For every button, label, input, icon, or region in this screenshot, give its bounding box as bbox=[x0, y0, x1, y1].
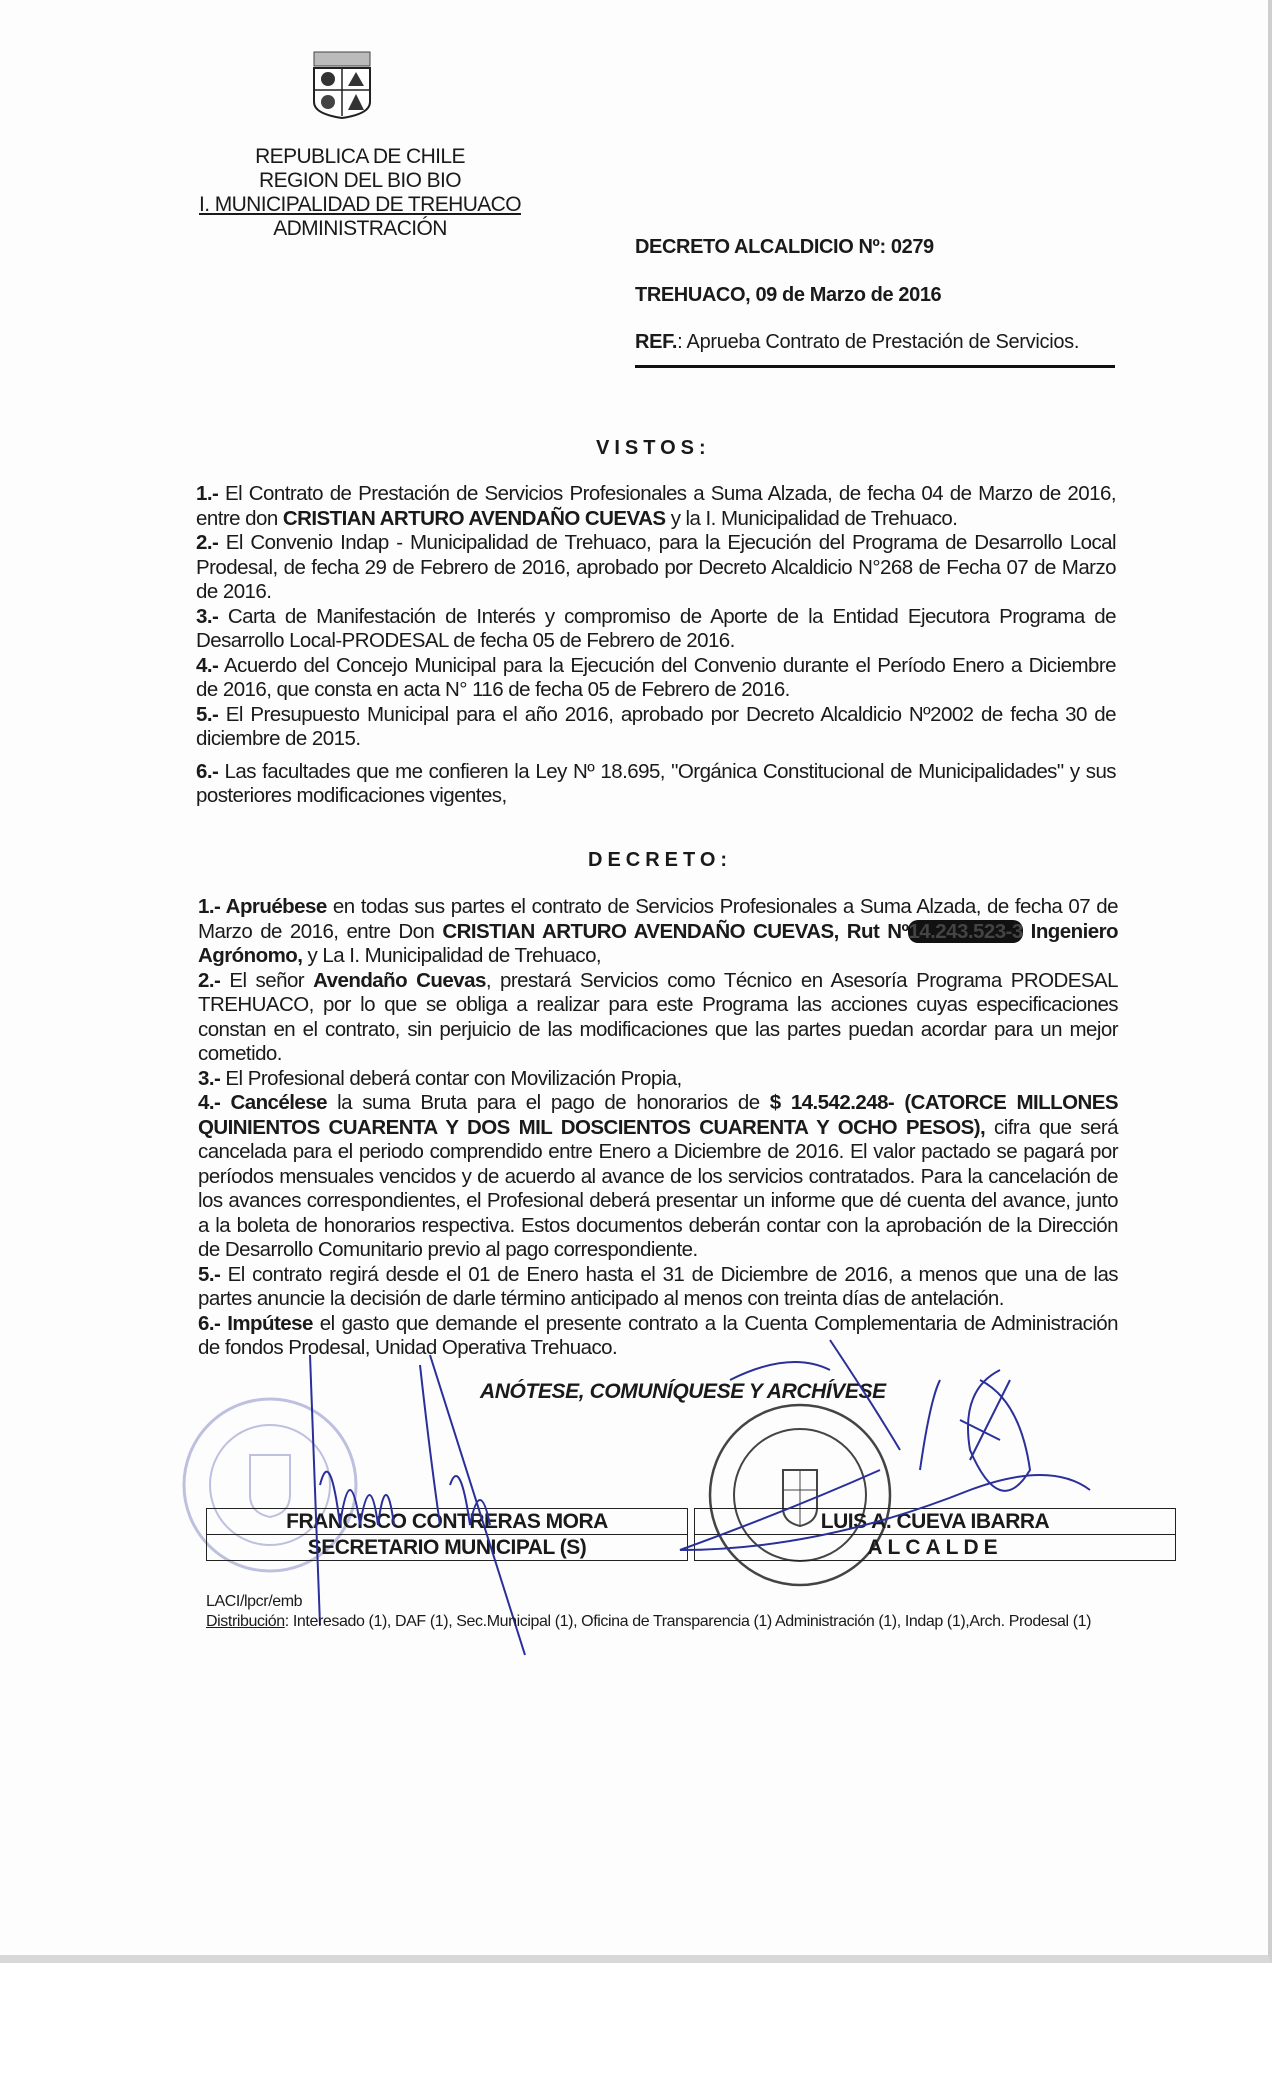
document-footer bbox=[206, 1592, 1126, 1632]
mayor-name: LUIS A. CUEVA IBARRA bbox=[820, 1510, 1050, 1533]
issuer-header bbox=[150, 145, 570, 241]
vistos-item: 6.- Las facultades que me confieren la Ley Nº 18.695, "Orgánica Constitucional de Municipalidades" y sus posteriores modificaciones vigentes, bbox=[196, 759, 1116, 807]
decree-reference bbox=[635, 330, 1115, 368]
decreto-item-6: 6.- Impútese el gasto que demande el presente contrato a la Cuenta Complementaria de Administración de fondos Prodesal, Unidad Operativa Trehuaco. bbox=[198, 1311, 1118, 1359]
mayor-role: ALCALDE bbox=[695, 1534, 1175, 1560]
header-department: ADMINISTRACIÓN bbox=[273, 217, 447, 240]
vistos-list bbox=[196, 482, 1116, 809]
vistos-item: 5.- El Presupuesto Municipal para el año 2016, aprobado por Decreto Alcaldicio Nº2002 de fecha 30 de diciembre de 2015. bbox=[196, 702, 1116, 750]
decree-number: DECRETO ALCALDICIO Nº: 0279 bbox=[635, 236, 934, 258]
closing-formula: ANÓTESE, COMUNÍQUESE Y ARCHÍVESE bbox=[480, 1380, 886, 1403]
vistos-item: 2.- El Convenio Indap - Municipalidad de Trehuaco, para la Ejecución del Programa de Desarrollo Local Prodesal, de fecha 29 de Febrero de 2016, aprobado por Decreto Alcaldicio N°268 de Fecha 07 de Marzo de 2016. bbox=[196, 531, 1116, 603]
decreto-item-4: 4.- Cancélese la suma Bruta para el pago de honorarios de $ 14.542.248- (CATORCE MILLONES QUINIENTOS CUARENTA Y DOS MIL DOSCIENTOS CUARENTA Y OCHO PESOS), cifra que será cancelada para el periodo comprendido entre Enero a Diciembre de 2016. El valor pactado se pagará por períodos mensuales vencidos y de acuerdo al avance de los servicios contratados. Para la cancelación de los avances correspondientes, el Profesional deberá presentar un informe que dé cuenta del avance, junto a la boleta de honorarios respectiva. Estos documentos deberán contar con la aprobación de la Dirección de Desarrollo Comunitario previo al pago correspondiente. bbox=[198, 1091, 1118, 1261]
decree-place-date: TREHUACO, 09 de Marzo de 2016 bbox=[635, 284, 942, 306]
secretary-name: FRANCISCO CONTRERAS MORA bbox=[286, 1510, 608, 1533]
vistos-title: VISTOS: bbox=[596, 437, 711, 459]
vistos-item: 1.- El Contrato de Prestación de Servicios Profesionales a Suma Alzada, de fecha 04 de Marzo de 2016, entre don CRISTIAN ARTURO AVENDAÑO CUEVAS y la I. Municipalidad de Trehuaco. bbox=[196, 482, 1116, 530]
header-municipality: I. MUNICIPALIDAD DE TREHUACO bbox=[199, 193, 521, 216]
decreto-item-1: 1.- Apruébese en todas sus partes el contrato de Servicios Profesionales a Suma Alzada, de fecha 07 de Marzo de 2016, entre Don CRISTIAN ARTURO AVENDAÑO CUEVAS, Rut Nº14.243.523-3 Ingeniero Agrónomo, y La I. Municipalidad de Trehuaco, bbox=[198, 895, 1119, 967]
header-country: REPUBLICA DE CHILE bbox=[255, 145, 465, 168]
decreto-item-3: 3.- El Profesional deberá contar con Movilización Propia, bbox=[198, 1066, 682, 1090]
ref-label: REF. bbox=[635, 331, 678, 353]
decreto-list bbox=[198, 895, 1118, 1361]
vistos-item: 4.- Acuerdo del Concejo Municipal para la Ejecución del Convenio durante el Período Enero a Diciembre de 2016, que consta en acta N° 116 de fecha 05 de Febrero de 2016. bbox=[196, 653, 1116, 701]
secretary-role: SECRETARIO MUNICIPAL (S) bbox=[207, 1534, 687, 1560]
mayor-signature bbox=[670, 1340, 1110, 1570]
ref-text: : Aprueba Contrato de Prestación de Servicios. bbox=[677, 331, 1080, 353]
decreto-item-2: 2.- El señor Avendaño Cuevas, prestará Servicios como Técnico en Asesoría Programa PRODESAL TREHUACO, por lo que se obliga a realizar para este Programa las acciones cuyas especificaciones constan en el contrato, sin perjuicio de las modificaciones que las partes puedan acordar para un mejor cometido. bbox=[198, 968, 1118, 1065]
redacted-rut: 14.243.523-3 bbox=[908, 919, 1023, 943]
coat-of-arms-logo bbox=[308, 50, 376, 120]
decreto-title: DECRETO: bbox=[588, 849, 733, 871]
vistos-item: 3.- Carta de Manifestación de Interés y compromiso de Aporte de la Entidad Ejecutora Programa de Desarrollo Local-PRODESAL de fecha 05 de Febrero de 2016. bbox=[196, 604, 1116, 652]
initials: LACI/lpcr/emb bbox=[206, 1593, 303, 1610]
decreto-item-5: 5.- El contrato regirá desde el 01 de Enero hasta el 31 de Diciembre de 2016, a menos que una de las partes anuncie la decisión de darle término anticipado al menos con treinta días de antelación. bbox=[198, 1262, 1118, 1310]
distribution: Distribución: Interesado (1), DAF (1), Sec.Municipal (1), Oficina de Transparencia (1) Administración (1), Indap (1),Arch. Prodesal (1) bbox=[206, 1613, 1092, 1630]
header-region: REGION DEL BIO BIO bbox=[259, 169, 461, 192]
